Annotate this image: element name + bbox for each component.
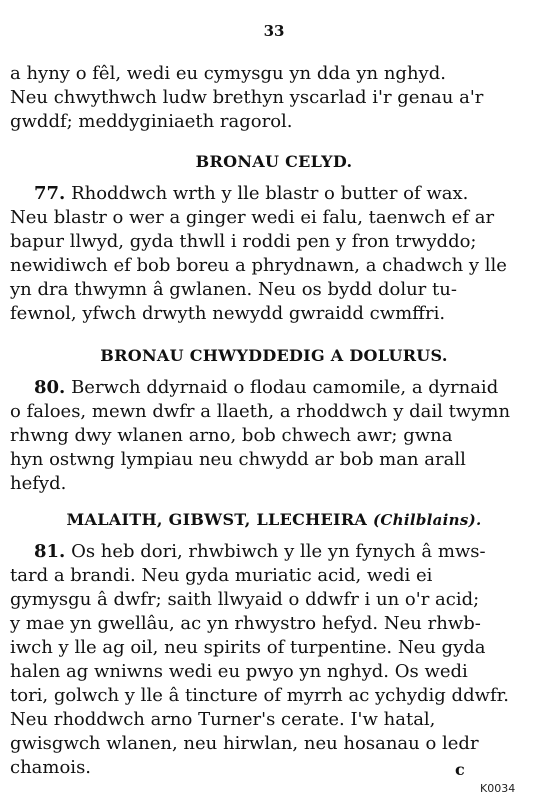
- text-line: yn dra thwymn â gwlanen. Neu os bydd dolur tu-: [10, 279, 457, 300]
- signature-mark: c: [455, 760, 465, 779]
- text-line: chamois.: [10, 757, 92, 778]
- text-line: Neu rhoddwch arno Turner's cerate. I'w hatal,: [10, 709, 436, 730]
- text-line: fewnol, yfwch drwyth newydd gwraidd cwmffri.: [10, 303, 446, 324]
- text-line: rhwng dwy wlanen arno, bob chwech awr; gwna: [10, 425, 453, 446]
- section-heading: [0, 510, 548, 529]
- text-line: hyn ostwng lympiau neu chwydd ar bob man arall: [10, 449, 466, 470]
- text-span: Rhoddwch wrth y lle blastr o butter of wax.: [71, 183, 469, 204]
- paragraph-first-line: [34, 376, 530, 400]
- text-line: y mae yn gwellâu, ac yn rhwystro hefyd. Neu rhwb-: [10, 613, 481, 634]
- text-line: Neu chwythwch ludw brethyn yscarlad i'r genau a'r: [10, 87, 484, 108]
- text-line: halen ag wniwns wedi eu pwyo yn nghyd. Os wedi: [10, 661, 468, 682]
- paragraph-number: 77.: [34, 183, 66, 204]
- text-line: iwch y lle ag oil, neu spirits of turpentine. Neu gyda: [10, 637, 486, 658]
- text-line: gwddf; meddyginiaeth ragorol.: [10, 111, 293, 132]
- section-heading: BRONAU CELYD.: [195, 152, 353, 171]
- heading-note: (Chilblains).: [373, 511, 482, 529]
- text-line: tard a brandi. Neu gyda muriatic acid, wedi ei: [10, 565, 433, 586]
- section-heading: BRONAU CHWYDDEDIG A DOLURUS.: [100, 346, 448, 365]
- text-line: o faloes, mewn dwfr a llaeth, a rhoddwch y dail twymn: [10, 401, 511, 422]
- paragraph-first-line: [34, 540, 530, 564]
- text-line: hefyd.: [10, 473, 67, 494]
- text-line: gymysgu â dwfr; saith llwyaid o ddwfr i un o'r acid;: [10, 589, 480, 610]
- heading-text: MALAITH, GIBWST, LLECHEIRA: [66, 510, 368, 529]
- text-line: Neu blastr o wer a ginger wedi ei falu, taenwch ef ar: [10, 207, 495, 228]
- text-line: tori, golwch y lle â tincture of myrrh ac ychydig ddwfr.: [10, 685, 510, 706]
- paragraph-first-line: [34, 182, 530, 206]
- text-line: bapur llwyd, gyda thwll i roddi pen y fron trwyddo;: [10, 231, 477, 252]
- paragraph-number: 80.: [34, 377, 66, 398]
- catalog-code: K0034: [480, 782, 516, 795]
- page-number: 33: [263, 22, 285, 40]
- text-span: Os heb dori, rhwbiwch y lle yn fynych â mws-: [71, 541, 486, 562]
- paragraph-number: 81.: [34, 541, 66, 562]
- text-line: gwisgwch wlanen, neu hirwlan, neu hosanau o ledr: [10, 733, 479, 754]
- text-line: newidiwch ef bob boreu a phrydnawn, a chadwch y lle: [10, 255, 507, 276]
- text-line: a hyny o fêl, wedi eu cymysgu yn dda yn nghyd.: [10, 63, 446, 84]
- text-span: Berwch ddyrnaid o flodau camomile, a dyrnaid: [71, 377, 499, 398]
